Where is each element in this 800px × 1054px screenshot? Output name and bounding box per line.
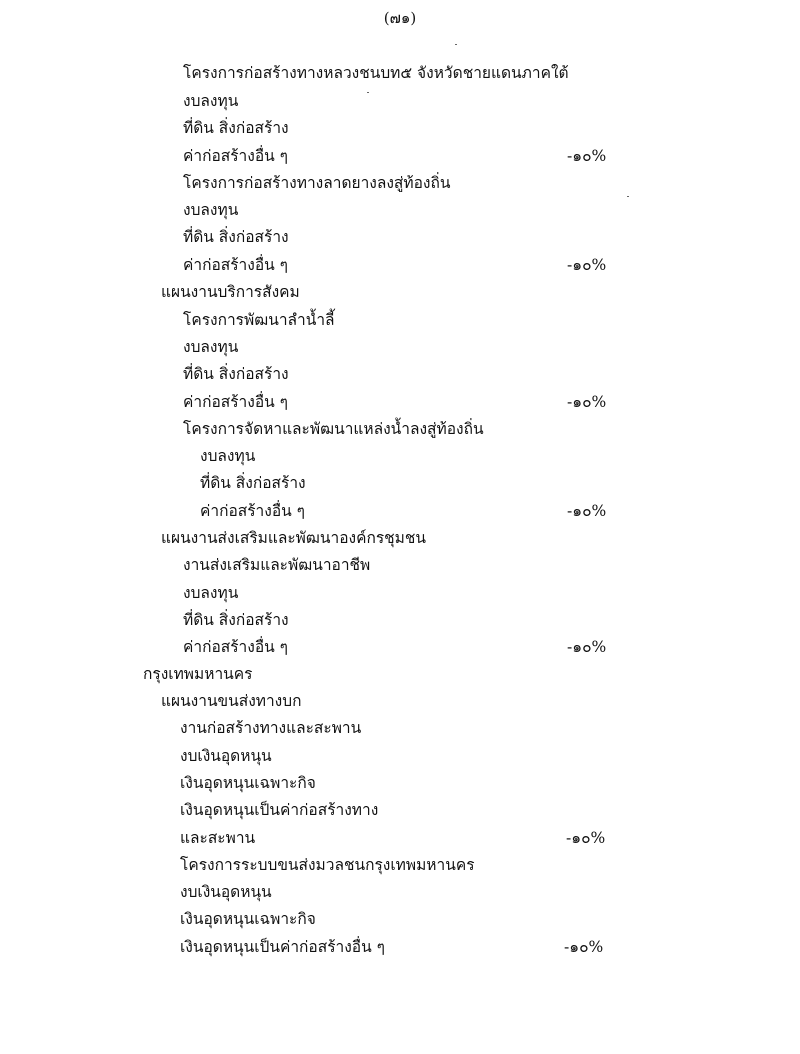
line-text: ค่าก่อสร้างอื่น ๆ (183, 638, 288, 656)
percent-value: -๑๐% (567, 393, 607, 411)
scan-speck (367, 92, 369, 93)
line-text: ที่ดิน สิ่งก่อสร้าง (183, 228, 289, 246)
line-text: เงินอุดหนุนเป็นค่าก่อสร้างอื่น ๆ (180, 938, 385, 956)
percent-value: -๑๐% (567, 147, 607, 165)
section-heading: แผนงานบริการสังคม (161, 283, 300, 301)
scan-speck (455, 44, 457, 45)
line-text: งบลงทุน (183, 584, 239, 602)
section-heading: แผนงานขนส่งทางบก (161, 692, 302, 710)
line-text: งบลงทุน (200, 447, 256, 465)
line-text: ที่ดิน สิ่งก่อสร้าง (183, 611, 289, 629)
percent-value: -๑๐% (567, 502, 607, 520)
line-text: งบลงทุน (183, 92, 239, 110)
line-text: โครงการจัดหาและพัฒนาแหล่งน้ำลงสู่ท้องถิ่น (183, 420, 484, 438)
line-text: และสะพาน (180, 829, 256, 847)
percent-value: -๑๐% (566, 829, 606, 847)
scan-speck (627, 196, 629, 197)
page-number: (๗๑) (383, 9, 417, 27)
line-text: เงินอุดหนุนเฉพาะกิจ (180, 910, 316, 928)
line-text: เงินอุดหนุนเป็นค่าก่อสร้างทาง (180, 801, 379, 819)
percent-value: -๑๐% (564, 938, 604, 956)
line-text: ค่าก่อสร้างอื่น ๆ (183, 256, 288, 274)
percent-value: -๑๐% (567, 638, 607, 656)
line-text: งบเงินอุดหนุน (180, 747, 272, 765)
line-text: โครงการระบบขนส่งมวลชนกรุงเทพมหานคร (180, 856, 475, 874)
line-text: ค่าก่อสร้างอื่น ๆ (183, 393, 288, 411)
line-text: โครงการพัฒนาลำน้ำลี้ (183, 311, 335, 329)
line-text: ที่ดิน สิ่งก่อสร้าง (200, 474, 306, 492)
agency-heading: กรุงเทพมหานคร (143, 665, 253, 683)
line-text: งบเงินอุดหนุน (180, 883, 272, 901)
percent-value: -๑๐% (567, 256, 607, 274)
line-text: งานก่อสร้างทางและสะพาน (180, 719, 362, 737)
line-text: เงินอุดหนุนเฉพาะกิจ (180, 774, 316, 792)
line-text: งบลงทุน (183, 338, 239, 356)
line-text: ที่ดิน สิ่งก่อสร้าง (183, 365, 289, 383)
line-text: ค่าก่อสร้างอื่น ๆ (183, 147, 288, 165)
line-text: โครงการก่อสร้างทางลาดยางลงสู่ท้องถิ่น (183, 174, 451, 192)
line-text: งานส่งเสริมและพัฒนาอาชีพ (183, 556, 371, 574)
line-text: ค่าก่อสร้างอื่น ๆ (200, 502, 305, 520)
line-text: โครงการก่อสร้างทางหลวงชนบท๕ จังหวัดชายแดนภาคใต้ (183, 64, 569, 82)
line-text: ที่ดิน สิ่งก่อสร้าง (183, 119, 289, 137)
section-heading: แผนงานส่งเสริมและพัฒนาองค์กรชุมชน (161, 529, 427, 547)
line-text: งบลงทุน (183, 201, 239, 219)
